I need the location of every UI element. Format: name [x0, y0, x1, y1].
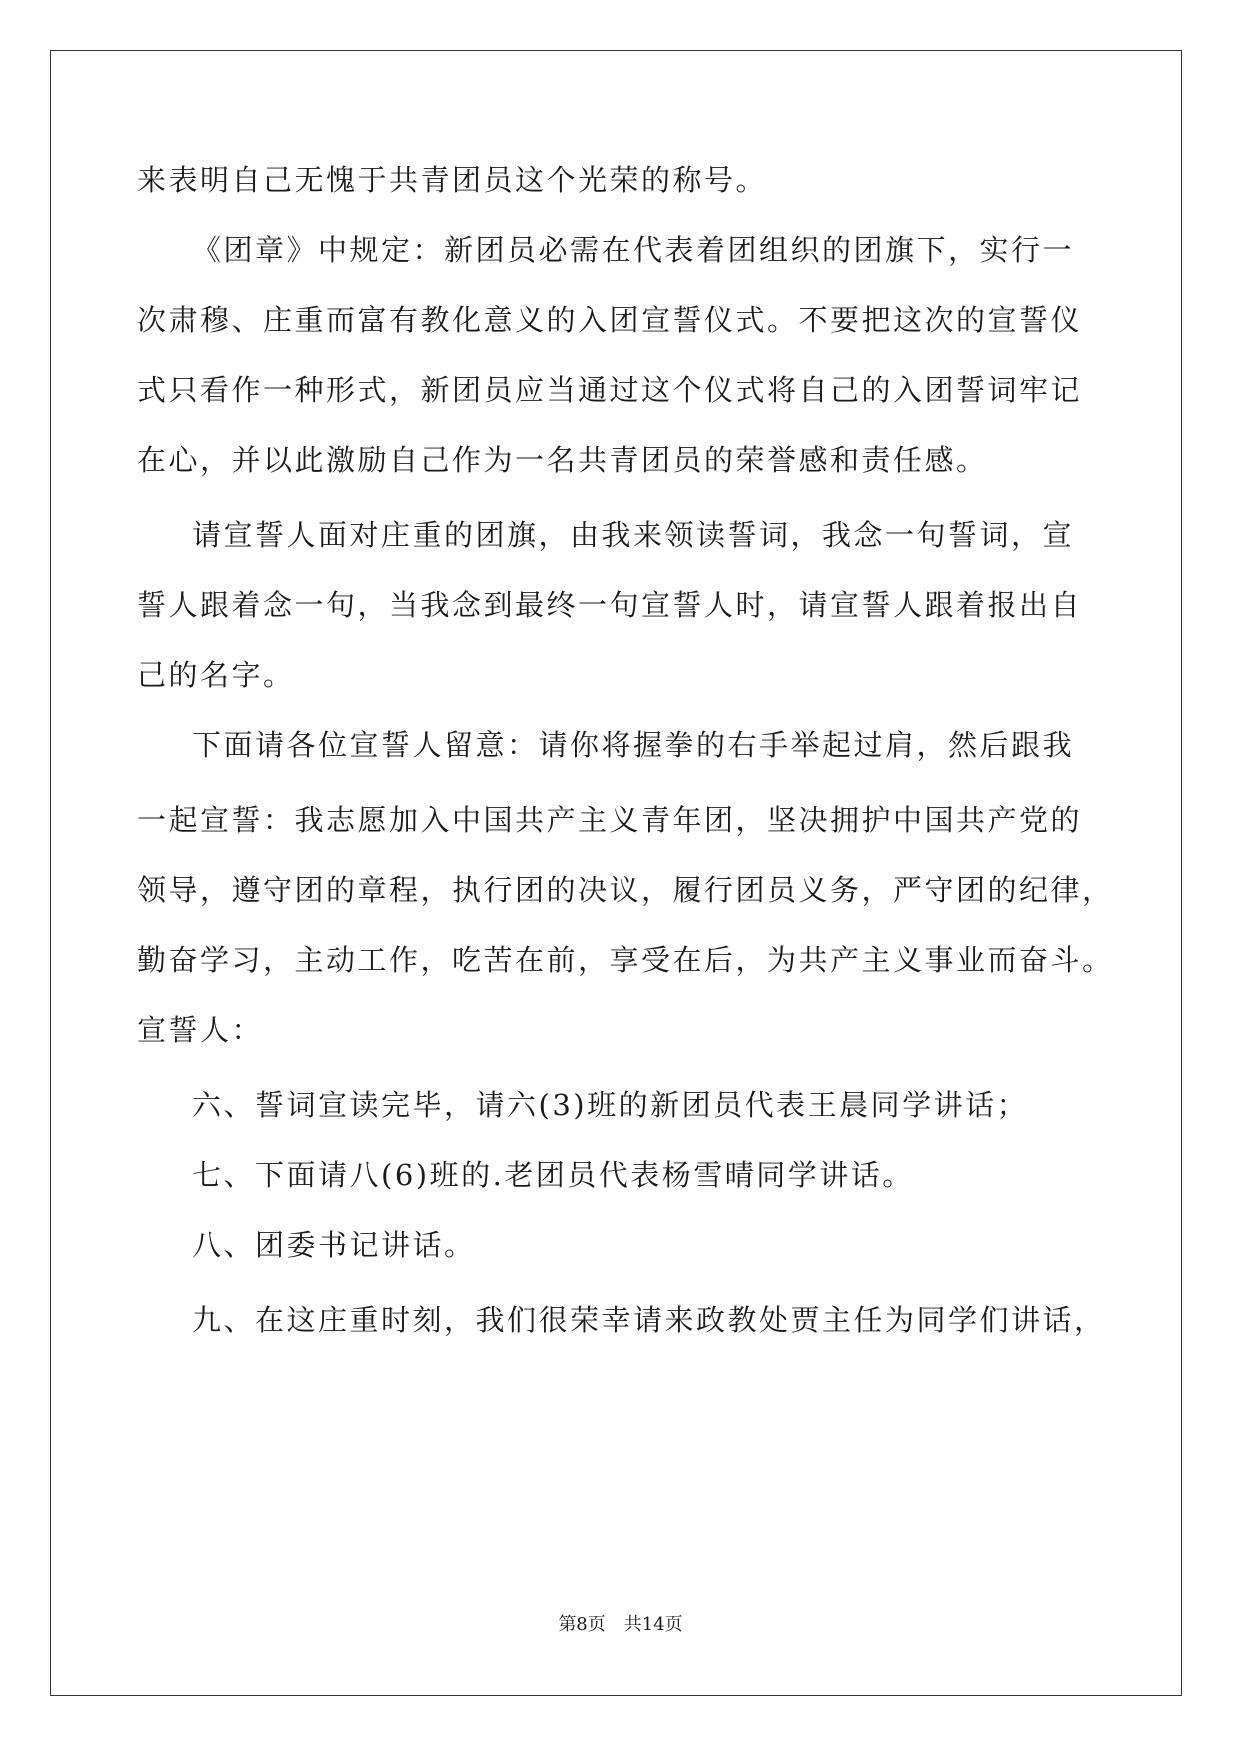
page-number-footer: 第8页 共14页: [558, 1614, 683, 1635]
text-line-17: 九、在这庄重时刻，我们很荣幸请来政教处贾主任为同学们讲话，: [192, 1303, 1106, 1337]
text-line-13: 宣誓人：: [137, 1013, 264, 1047]
text-line-9: 下面请各位宣誓人留意：请你将握拳的右手举起过肩，然后跟我: [192, 728, 1075, 762]
text-line-15: 七、下面请八(6)班的.老团员代表杨雪晴同学讲话。: [192, 1158, 914, 1192]
text-line-6: 请宣誓人面对庄重的团旗，由我来领读誓词，我念一句誓词，宣: [192, 518, 1075, 552]
text-line-7: 誓人跟着念一句，当我念到最终一句宣誓人时，请宣誓人跟着报出自: [137, 588, 1083, 622]
text-line-10: 一起宣誓：我志愿加入中国共产主义青年团，坚决拥护中国共产党的: [137, 803, 1083, 837]
text-line-4: 式只看作一种形式，新团员应当通过这个仪式将自己的入团誓词牢记: [137, 373, 1083, 407]
text-line-11: 领导，遵守团的章程，执行团的决议，履行团员义务，严守团的纪律，: [137, 873, 1114, 907]
text-line-2: 《团章》中规定：新团员必需在代表着团组织的团旗下，实行一: [192, 233, 1075, 267]
text-line-3: 次肃穆、庄重而富有教化意义的入团宣誓仪式。不要把这次的宣誓仪: [137, 303, 1083, 337]
text-line-16: 八、团委书记讲话。: [192, 1228, 476, 1262]
text-line-5: 在心，并以此激励自己作为一名共青团员的荣誉感和责任感。: [137, 443, 988, 477]
text-line-1: 来表明自己无愧于共青团员这个光荣的称号。: [137, 163, 768, 197]
text-line-8: 己的名字。: [137, 658, 295, 692]
text-line-12: 勤奋学习，主动工作，吃苦在前，享受在后，为共产主义事业而奋斗。: [137, 943, 1114, 977]
text-line-14: 六、誓词宣读完毕，请六(3)班的新团员代表王晨同学讲话；: [192, 1088, 1029, 1122]
